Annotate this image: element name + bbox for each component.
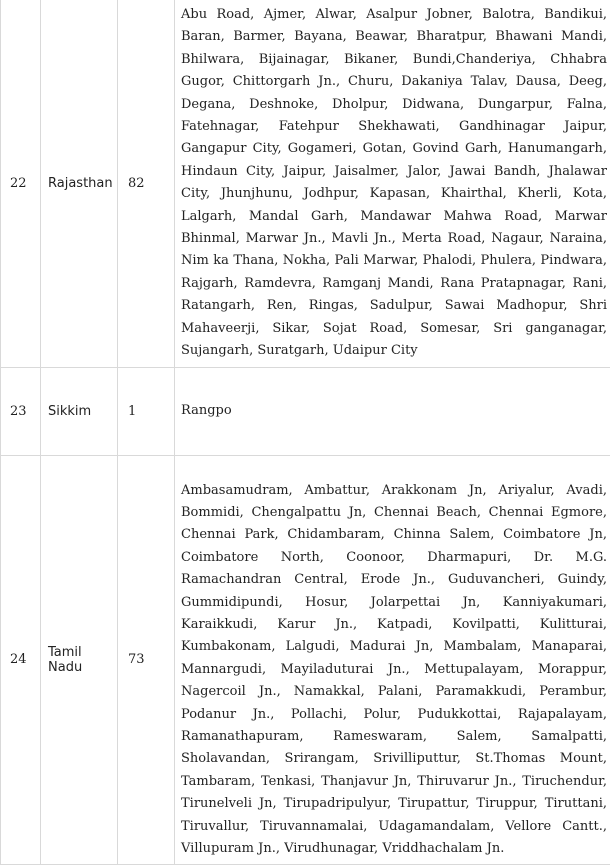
station-count-cell: 73: [118, 455, 175, 865]
serial-number-cell: 22: [1, 0, 41, 367]
station-count-cell: 1: [118, 367, 175, 455]
state-cell: Tamil Nadu: [41, 455, 118, 865]
state-cell: Sikkim: [41, 367, 118, 455]
station-list-cell: Rangpo: [175, 367, 610, 455]
state-cell: Rajasthan: [41, 0, 118, 367]
serial-number-cell: 23: [1, 367, 41, 455]
station-count-cell: 82: [118, 0, 175, 367]
station-list-cell: Ambasamudram, Ambattur, Arakkonam Jn, Ariyalur, Avadi, Bommidi, Chengalpattu Jn, Chennai Beach, Chennai Egmore, Chennai Park, Chidambaram, Chinna Salem, Coimbatore Jn, Coimbatore North, Coonoor, Dharmapuri, Dr. M.G. Ramachandran Central, Erode Jn., Guduvancheri, Guindy, Gummidipundi, Hosur, Jolarpettai Jn, Kanniyakumari, Karaikkudi, Karur Jn., Katpadi, Kovilpatti, Kulitturai, Kumbakonam, Lalgudi, Madurai Jn, Mambalam, Manaparai, Mannargudi, Mayiladuturai Jn., Mettupalayam, Morappur, Nagercoil Jn., Namakkal, Palani, Paramakkudi, Perambur, Podanur Jn., Pollachi, Polur, Pudukkottai, Rajapalayam, Ramanathapuram, Rameswaram, Salem, Samalpatti, Sholavandan, Srirangam, Srivilliputtur, St.Thomas Mount, Tambaram, Tenkasi, Thanjavur Jn, Thiruvarur Jn., Tiruchendur, Tirunelveli Jn, Tirupadripulyur, Tirupattur, Tiruppur, Tiruttani, Tiruvallur, Tiruvannamalai, Udagamandalam, Vellore Cantt., Villupuram Jn., Virudhunagar, Vriddhachalam Jn.: [175, 455, 610, 865]
serial-number-cell: 24: [1, 455, 41, 865]
table-row: [1, 0, 610, 367]
station-list-cell: Abu Road, Ajmer, Alwar, Asalpur Jobner, Balotra, Bandikui, Baran, Barmer, Bayana, Beawar, Bharatpur, Bhawani Mandi, Bhilwara, Bijainagar, Bikaner, Bundi,Chanderiya, Chhabra Gugor, Chittorgarh Jn., Churu, Dakaniya Talav, Dausa, Deeg, Degana, Deshnoke, Dholpur, Didwana, Dungarpur, Falna, Fatehnagar, Fatehpur Shekhawati, Gandhinagar Jaipur, Gangapur City, Gogameri, Gotan, Govind Garh, Hanumangarh, Hindaun City, Jaipur, Jaisalmer, Jalor, Jawai Bandh, Jhalawar City, Jhunjhunu, Jodhpur, Kapasan, Khairthal, Kherli, Kota, Lalgarh, Mandal Garh, Mandawar Mahwa Road, Marwar Bhinmal, Marwar Jn., Mavli Jn., Merta Road, Nagaur, Naraina, Nim ka Thana, Nokha, Pali Marwar, Phalodi, Phulera, Pindwara, Rajgarh, Ramdevra, Ramganj Mandi, Rana Pratapnagar, Rani, Ratangarh, Ren, Ringas, Sadulpur, Sawai Madhopur, Shri Mahaveerji, Sikar, Sojat Road, Somesar, Sri ganganagar, Sujangarh, Suratgarh, Udaipur City: [175, 0, 610, 367]
table-row: [1, 367, 610, 455]
table-row: [1, 455, 610, 865]
